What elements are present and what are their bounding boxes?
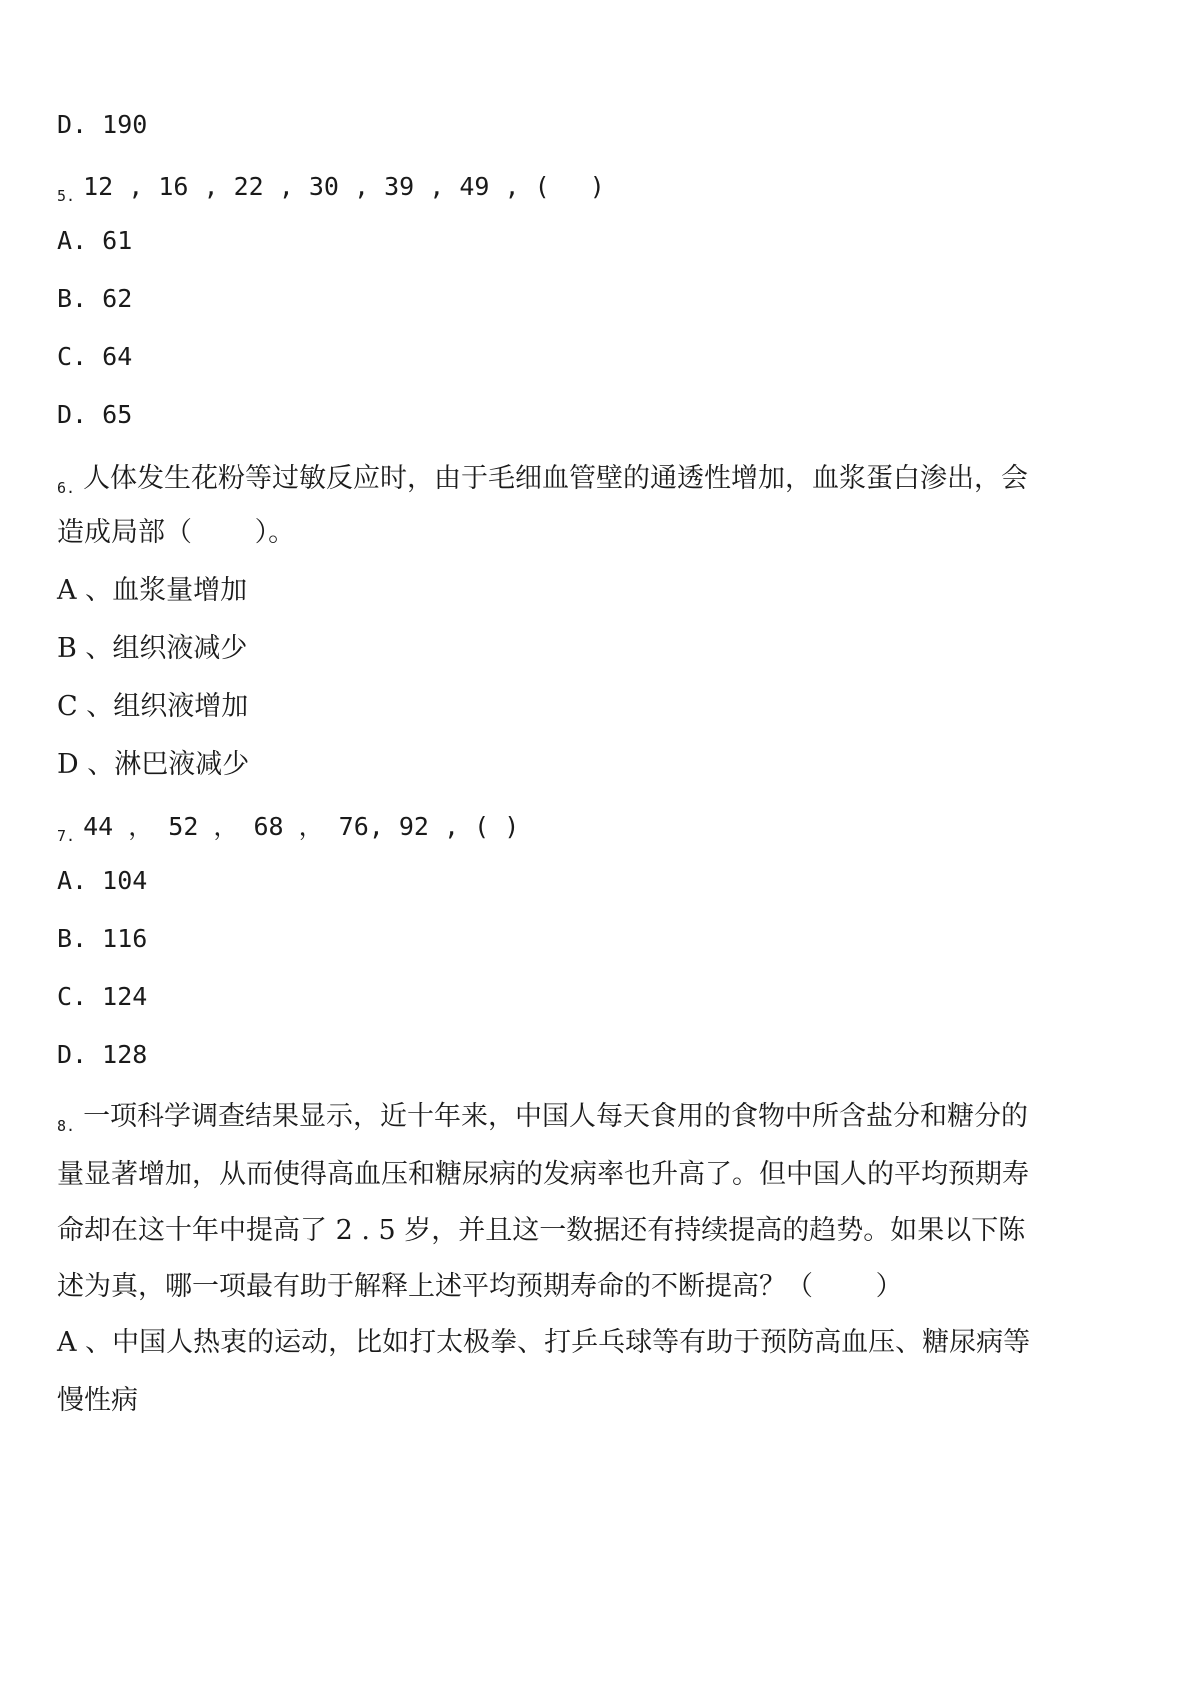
prev-option-d: D. 190 — [57, 110, 148, 139]
question-6-stem-line-2: 造成局部（ ）。 — [57, 517, 296, 548]
question-5-stem — [57, 170, 605, 213]
question-5-option-b: B. 62 — [57, 284, 133, 313]
question-8-option-a-line-1: A 、中国人热衷的运动，比如打太极拳、打乒乓球等有助于预防高血压、糖尿病等 — [57, 1327, 1031, 1358]
question-5-option-c: C. 64 — [57, 342, 133, 371]
question-8-option-a-line-2: 慢性病 — [57, 1385, 138, 1416]
question-number: 8. — [57, 1117, 76, 1135]
question-7-option-c: C. 124 — [57, 982, 148, 1011]
question-7-option-d: D. 128 — [57, 1040, 148, 1069]
question-6-option-b: B 、组织液减少 — [57, 633, 248, 664]
question-5-option-d: D. 65 — [57, 400, 133, 429]
question-6-stem-line-1 — [57, 462, 1028, 505]
question-number: 5. — [57, 187, 76, 205]
question-text: 人体发生花粉等过敏反应时，由于毛细血管壁的通透性增加，血浆蛋白渗出，会 — [83, 463, 1029, 494]
question-7-stem — [57, 810, 519, 853]
question-6-option-d: D 、淋巴液减少 — [57, 749, 250, 780]
question-8-stem-line-4: 述为真，哪一项最有助于解释上述平均预期寿命的不断提高？（ ） — [57, 1271, 903, 1302]
question-6-option-a: A 、血浆量增加 — [57, 575, 248, 606]
question-text: 一项科学调查结果显示，近十年来，中国人每天食用的食物中所含盐分和糖分的 — [83, 1101, 1029, 1132]
question-text: 12 , 16 , 22 , 30 , 39 , 49 , ( ) — [83, 172, 605, 201]
question-7-option-b: B. 116 — [57, 924, 148, 953]
question-8-stem-line-2: 量显著增加，从而使得高血压和糖尿病的发病率也升高了。但中国人的平均预期寿 — [57, 1159, 1029, 1190]
question-number: 6. — [57, 479, 76, 497]
question-text: 44 ， 52 ， 68 ， 76, 92 , ( ) — [83, 812, 520, 841]
question-5-option-a: A. 61 — [57, 226, 133, 255]
question-8-stem-line-3: 命却在这十年中提高了 2 . 5 岁，并且这一数据还有持续提高的趋势。如果以下陈 — [57, 1215, 1026, 1246]
question-8-stem-line-1 — [57, 1100, 1028, 1143]
question-6-option-c: C 、组织液增加 — [57, 691, 249, 722]
question-number: 7. — [57, 827, 76, 845]
question-7-option-a: A. 104 — [57, 866, 148, 895]
